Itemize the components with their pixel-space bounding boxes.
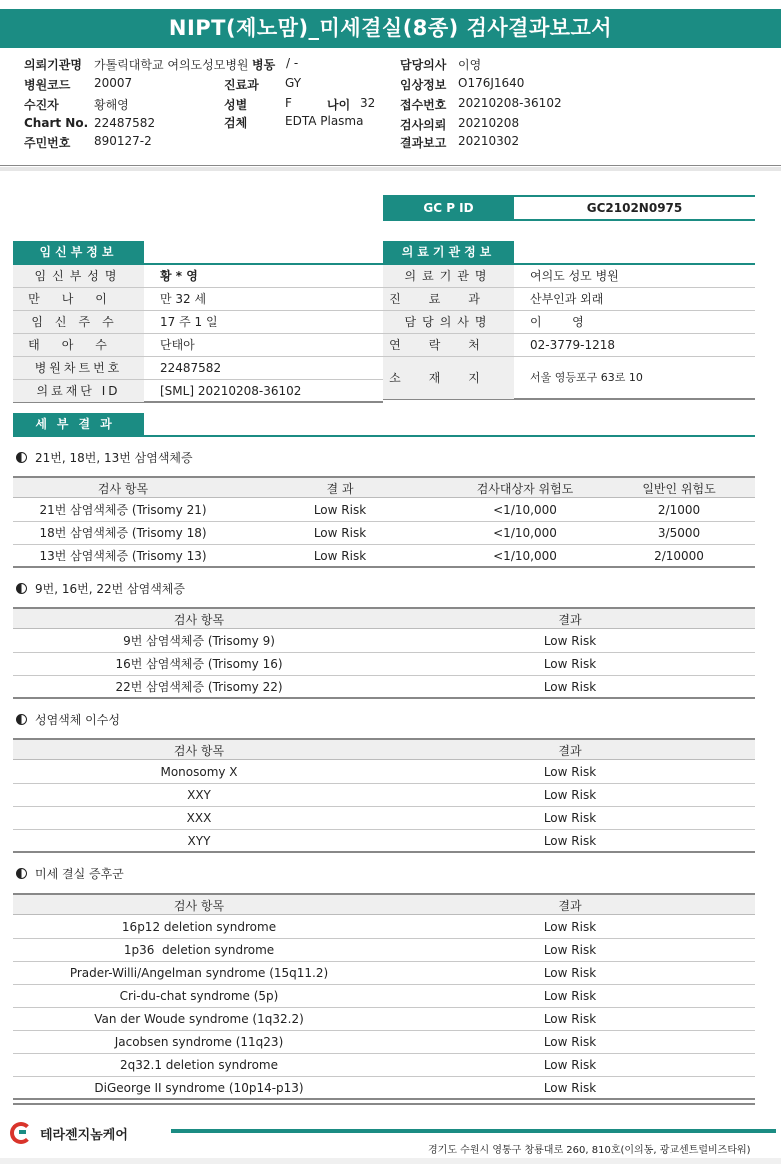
table-row [13, 807, 755, 830]
half-circle-icon [16, 868, 27, 879]
hospital-code-value: 20007 [94, 76, 133, 90]
group3-heading [16, 711, 120, 728]
info-row [383, 265, 755, 288]
info-label: 의료기관명 [383, 265, 514, 287]
test-item: XYY [187, 834, 211, 848]
info-value: 이 영 [530, 315, 584, 329]
test-result: Low Risk [543, 1035, 597, 1049]
table-row [13, 916, 755, 939]
table-row [13, 1031, 755, 1054]
test-result: Low Risk [543, 680, 597, 694]
general-risk: 2/1000 [657, 503, 701, 517]
chart-no-value: 22487582 [94, 116, 156, 130]
receipt-no-label: 접수번호 [400, 98, 447, 112]
report-date-label: 결과보고 [400, 136, 447, 150]
logo-text: 테라젠지놈케어 [40, 1128, 128, 1143]
institution-label: 의뢰기관명 [24, 58, 82, 72]
info-row [13, 265, 383, 288]
footer-accent-bar [171, 1129, 776, 1133]
test-result: Low Risk [313, 503, 367, 517]
chart-no-label: Chart No. [24, 116, 89, 130]
test-result: Low Risk [543, 989, 597, 1003]
test-item: 9번 삼염색체증 (Trisomy 9) [123, 634, 275, 648]
info-value: 02-3779-1218 [530, 338, 616, 352]
test-item: 1p36 deletion syndrome [123, 943, 275, 957]
test-item: 16번 삼염색체증 (Trisomy 16) [115, 657, 283, 671]
test-item: 21번 삼염색체증 (Trisomy 21) [39, 503, 207, 517]
info-value: 서울 영등포구 63로 10 [530, 371, 643, 384]
col-header: 결과 [558, 899, 582, 913]
resident-no-label: 주민번호 [24, 136, 71, 150]
info-value: 황 * 영 [160, 269, 198, 283]
info-label: 태아수 [13, 334, 144, 356]
specimen-value: EDTA Plasma [285, 114, 364, 128]
test-item: XXY [187, 788, 211, 802]
table-row [13, 545, 755, 568]
detail-section-title: 세부결과 [13, 413, 144, 435]
report-date-value: 20210302 [458, 134, 520, 148]
header-divider-shade [0, 167, 781, 171]
test-result: Low Risk [543, 1081, 597, 1095]
test-item: 2q32.1 deletion syndrome [120, 1058, 278, 1072]
test-result: Low Risk [543, 1012, 597, 1026]
table-header [13, 607, 755, 629]
group4-heading [16, 865, 124, 882]
general-risk: 3/5000 [657, 526, 701, 540]
info-value: 17 주 1 일 [160, 315, 218, 329]
info-row [383, 334, 755, 357]
specimen-label: 검체 [224, 116, 248, 130]
col-header: 결과 [558, 744, 582, 758]
gcpid-value: GC2102N0975 [586, 201, 683, 215]
info-label: 소재지 [383, 357, 514, 399]
info-row [13, 288, 383, 311]
info-value: 22487582 [160, 361, 222, 375]
table-row [13, 676, 755, 699]
patient-label: 수진자 [24, 98, 59, 112]
table-row [13, 761, 755, 784]
detail-section-line [13, 435, 755, 437]
header-divider [0, 165, 781, 166]
ward-value: / - [286, 56, 299, 70]
info-value: [SML] 20210208-36102 [160, 384, 302, 398]
test-result: Low Risk [543, 765, 597, 779]
group3-heading-text: 성염색체 이수성 [35, 713, 120, 727]
info-label: 담당의사명 [383, 311, 514, 333]
test-item: Cri-du-chat syndrome (5p) [119, 989, 279, 1003]
test-item: 16p12 deletion syndrome [121, 920, 277, 934]
info-label: 만나이 [13, 288, 144, 310]
test-result: Low Risk [543, 966, 597, 980]
age-value: 32 [360, 96, 376, 110]
info-label: 임신부성명 [13, 265, 144, 287]
col-header: 검사 항목 [173, 613, 225, 627]
test-result: Low Risk [543, 811, 597, 825]
resident-no-value: 890127-2 [94, 134, 152, 148]
sex-value: F [285, 96, 292, 110]
info-row [383, 357, 755, 400]
table-row [13, 1008, 755, 1031]
col-header: 결 과 [326, 482, 354, 496]
table-header [13, 476, 755, 498]
age-label: 나이 [327, 98, 351, 112]
report-title: NIPT(제노맘)_미세결실(8종) 검사결과보고서 [0, 9, 781, 48]
test-result: Low Risk [543, 943, 597, 957]
table-row [13, 522, 755, 545]
table-row [13, 630, 755, 653]
group4-heading-text: 미세 결실 증후군 [35, 867, 124, 881]
page-bottom-strip [0, 1158, 781, 1164]
info-label: 임신주수 [13, 311, 144, 333]
info-row [13, 357, 383, 380]
test-item: Van der Woude syndrome (1q32.2) [94, 1012, 304, 1026]
table-header [13, 893, 755, 915]
half-circle-icon [16, 452, 27, 463]
info-value: 여의도 성모 병원 [530, 269, 619, 283]
table-row [13, 499, 755, 522]
test-result: Low Risk [313, 526, 367, 540]
clinical-info-value: O176J1640 [458, 76, 525, 90]
info-value: 만 32 세 [160, 292, 207, 306]
clinical-info-label: 임상정보 [400, 78, 447, 92]
table-row [13, 985, 755, 1008]
group2-heading [16, 580, 185, 597]
test-item: DiGeorge II syndrome (10p14-p13) [94, 1081, 304, 1095]
test-item: Monosomy X [160, 765, 238, 779]
company-logo [10, 1121, 170, 1145]
test-item: XXX [186, 811, 212, 825]
table-row [13, 830, 755, 853]
table-row [13, 1077, 755, 1100]
info-label: 연락처 [383, 334, 514, 356]
info-label: 진료과 [383, 288, 514, 310]
test-result: Low Risk [543, 788, 597, 802]
footer-divider [13, 1103, 755, 1105]
test-item: Jacobsen syndrome (11q23) [114, 1035, 284, 1049]
info-value: 단태아 [160, 338, 195, 352]
test-result: Low Risk [313, 549, 367, 563]
ward-label: 병동 [252, 58, 276, 72]
info-row [13, 311, 383, 334]
gcpid-label: GC P ID [383, 197, 514, 219]
request-date-value: 20210208 [458, 116, 520, 130]
info-row [383, 311, 755, 334]
group1-heading [16, 449, 193, 466]
subject-risk: <1/10,000 [493, 549, 557, 563]
dept-label: 진료과 [224, 78, 259, 92]
info-row [13, 380, 383, 403]
info-row [13, 334, 383, 357]
test-result: Low Risk [543, 1058, 597, 1072]
group1-heading-text: 21번, 18번, 13번 삼염색체증 [35, 451, 193, 465]
test-result: Low Risk [543, 834, 597, 848]
request-date-label: 검사의뢰 [400, 118, 447, 132]
col-header: 검사 항목 [173, 744, 225, 758]
company-address: 경기도 수원시 영통구 창룡대로 260, 810호(이의동, 광교센트럴비즈타워) [428, 1145, 751, 1156]
half-circle-icon [16, 714, 27, 725]
doctor-label: 담당의사 [400, 58, 447, 72]
sex-label: 성별 [224, 98, 248, 112]
col-header: 검사대상자 위험도 [476, 482, 574, 496]
report-header [24, 56, 764, 156]
test-result: Low Risk [543, 657, 597, 671]
receipt-no-value: 20210208-36102 [458, 96, 562, 110]
institution-section-title: 의료기관정보 [383, 241, 514, 263]
test-item: 13번 삼염색체증 (Trisomy 13) [39, 549, 207, 563]
info-label: 의료재단 ID [13, 380, 144, 402]
table-row [13, 962, 755, 985]
test-result: Low Risk [543, 634, 597, 648]
table-row [13, 784, 755, 807]
patient-value: 황해영 [94, 98, 129, 112]
col-header: 결과 [558, 613, 582, 627]
group2-heading-text: 9번, 16번, 22번 삼염색체증 [35, 582, 185, 596]
col-header: 검사 항목 [97, 482, 149, 496]
subject-risk: <1/10,000 [493, 503, 557, 517]
col-header: 일반인 위험도 [642, 482, 716, 496]
table-header [13, 738, 755, 760]
info-row [383, 288, 755, 311]
logo-mark-icon [10, 1122, 32, 1144]
table-row [13, 653, 755, 676]
general-risk: 2/10000 [654, 549, 704, 563]
table-row [13, 939, 755, 962]
test-item: 22번 삼염색체증 (Trisomy 22) [115, 680, 283, 694]
half-circle-icon [16, 583, 27, 594]
pregnant-section-title: 임신부정보 [13, 241, 144, 263]
subject-risk: <1/10,000 [493, 526, 557, 540]
info-value: 산부인과 외래 [530, 292, 604, 306]
doctor-value: 이영 [458, 58, 482, 72]
info-label: 병원차트번호 [13, 357, 144, 379]
test-item: 18번 삼염색체증 (Trisomy 18) [39, 526, 207, 540]
table-row [13, 1054, 755, 1077]
institution-value: 가톨릭대학교 여의도성모병원 [94, 58, 249, 72]
test-item: Prader-Willi/Angelman syndrome (15q11.2) [69, 966, 329, 980]
gcpid-box [383, 195, 755, 221]
col-header: 검사 항목 [173, 899, 225, 913]
dept-value: GY [285, 76, 302, 90]
test-result: Low Risk [543, 920, 597, 934]
hospital-code-label: 병원코드 [24, 78, 71, 92]
